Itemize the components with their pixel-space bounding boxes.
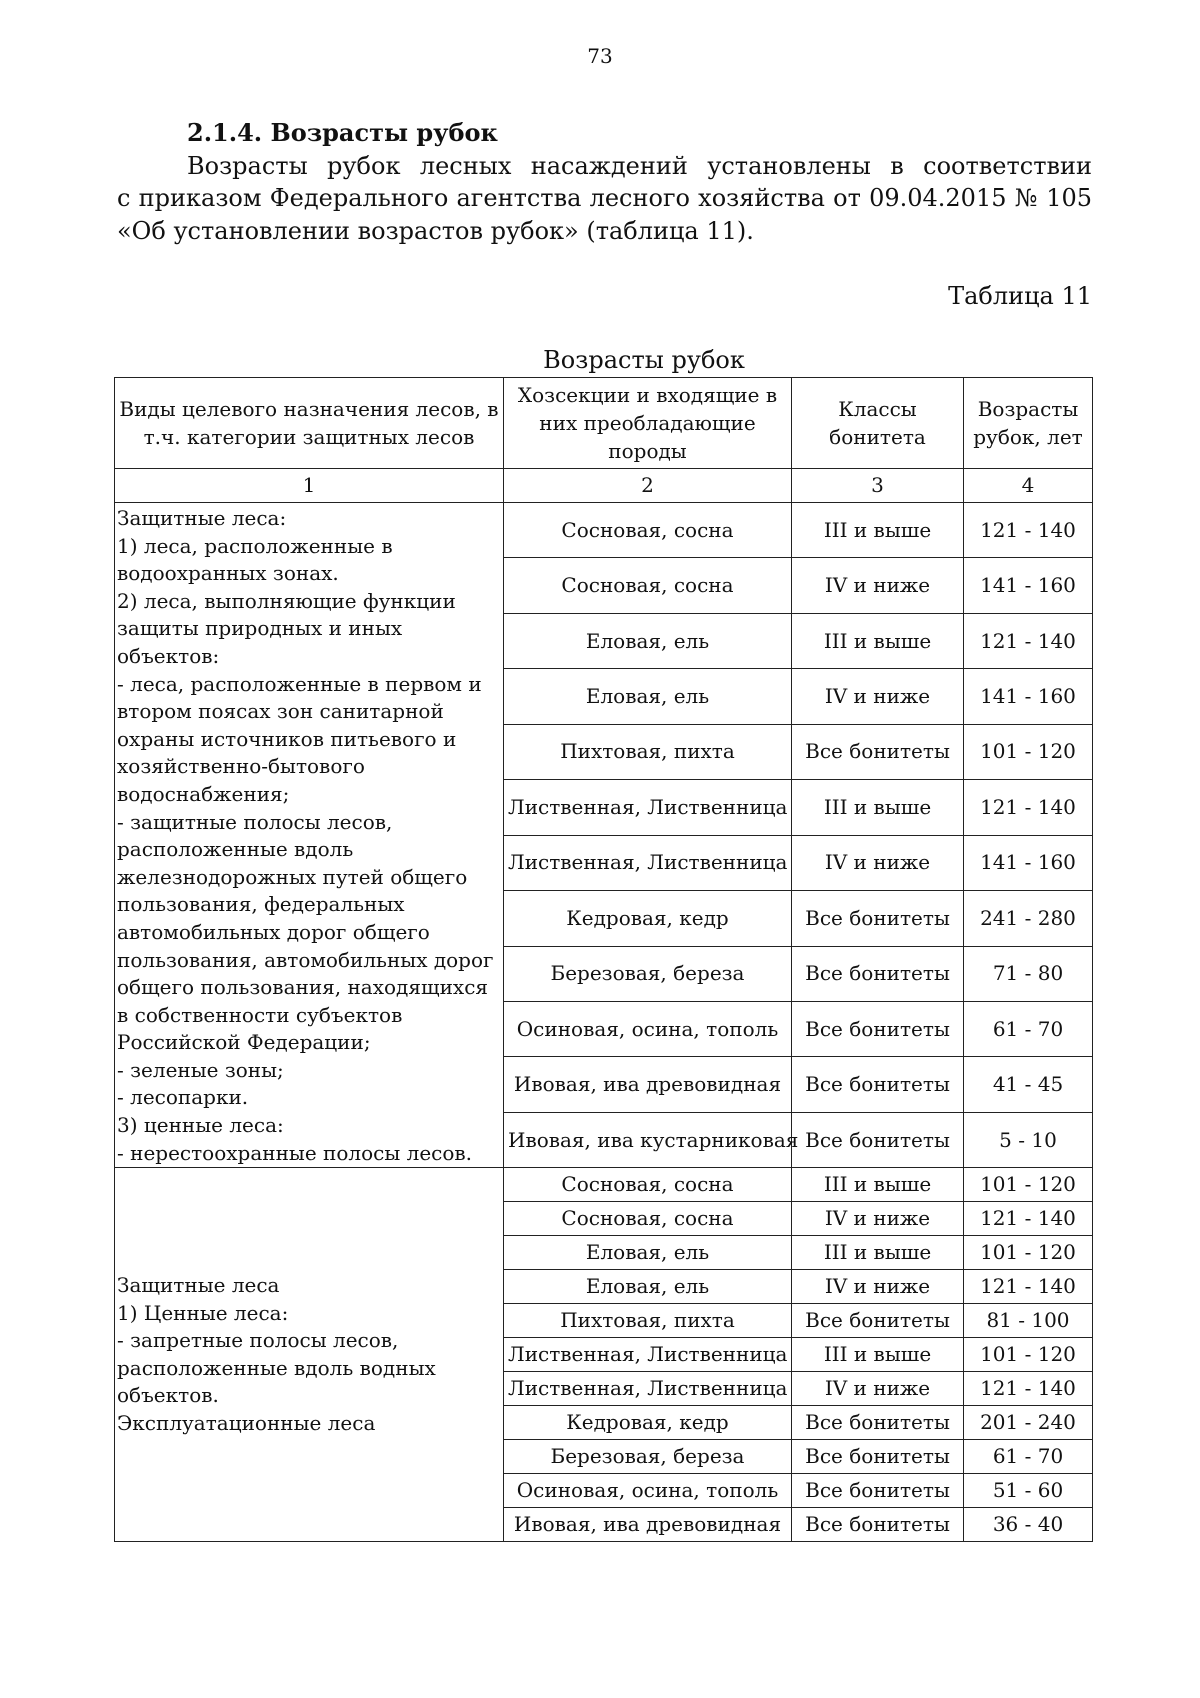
species-cell: Осиновая, осина, тополь bbox=[504, 1001, 792, 1056]
site-class-cell: Все бонитеты bbox=[792, 724, 964, 779]
cutting-age-cell: 121 - 140 bbox=[964, 1202, 1093, 1236]
cutting-age-cell: 101 - 120 bbox=[964, 724, 1093, 779]
species-cell: Пихтовая, пихта bbox=[504, 724, 792, 779]
cutting-age-cell: 81 - 100 bbox=[964, 1304, 1093, 1338]
site-class-cell: III и выше bbox=[792, 1236, 964, 1270]
species-cell: Березовая, береза bbox=[504, 1440, 792, 1474]
species-cell: Ивовая, ива древовидная bbox=[504, 1508, 792, 1542]
site-class-cell: IV и ниже bbox=[792, 1270, 964, 1304]
table-row bbox=[115, 503, 1093, 558]
site-class-cell: Все бонитеты bbox=[792, 946, 964, 1001]
cutting-age-cell: 101 - 120 bbox=[964, 1338, 1093, 1372]
species-cell: Ивовая, ива древовидная bbox=[504, 1057, 792, 1112]
species-cell: Сосновая, сосна bbox=[504, 503, 792, 558]
paragraph-line-3: «Об установлении возрастов рубок» (таблица 11). bbox=[117, 217, 754, 245]
column-number: 1 bbox=[115, 469, 504, 503]
species-cell: Еловая, ель bbox=[504, 1270, 792, 1304]
section-heading: 2.1.4. Возрасты рубок bbox=[187, 118, 498, 147]
species-cell: Еловая, ель bbox=[504, 669, 792, 724]
cutting-age-cell: 101 - 120 bbox=[964, 1236, 1093, 1270]
species-cell: Еловая, ель bbox=[504, 613, 792, 668]
header-forest-purpose: Виды целевого назначения лесов, в т.ч. категории защитных лесов bbox=[115, 378, 504, 469]
cutting-age-cell: 121 - 140 bbox=[964, 780, 1093, 835]
cutting-age-cell: 5 - 10 bbox=[964, 1112, 1093, 1167]
species-cell: Сосновая, сосна bbox=[504, 1168, 792, 1202]
header-site-class: Классы бонитета bbox=[792, 378, 964, 469]
site-class-cell: Все бонитеты bbox=[792, 1001, 964, 1056]
species-cell: Лиственная, Лиственница bbox=[504, 1372, 792, 1406]
column-number: 2 bbox=[504, 469, 792, 503]
site-class-cell: Все бонитеты bbox=[792, 1057, 964, 1112]
site-class-cell: III и выше bbox=[792, 613, 964, 668]
site-class-cell: III и выше bbox=[792, 780, 964, 835]
column-number: 4 bbox=[964, 469, 1093, 503]
cutting-age-cell: 101 - 120 bbox=[964, 1168, 1093, 1202]
species-cell: Березовая, береза bbox=[504, 946, 792, 1001]
species-cell: Лиственная, Лиственница bbox=[504, 780, 792, 835]
site-class-cell: III и выше bbox=[792, 1168, 964, 1202]
forest-purpose-group-1: Защитные леса: 1) леса, расположенные в водоохранных зонах. 2) леса, выполняющие функции защиты природных и иных объектов: - леса, расположенные в первом и втором поясах зон санитарной охраны источников питьевого и хозяйственно-бытового водоснабжения; - защитные полосы лесов, расположенные вдоль железнодорожных путей общего пользования, федеральных автомобильных дорог общего пользования, автомобильных дорог общего пользования, находящихся в собственности субъектов Российской Федерации; - зеленые зоны; - лесопарки. 3) ценные леса: - нерестоохранные полосы лесов. bbox=[115, 503, 504, 1168]
paragraph-line-1: Возрасты рубок лесных насаждений установлены в соответствии bbox=[187, 152, 1092, 180]
cutting-age-cell: 121 - 140 bbox=[964, 503, 1093, 558]
species-cell: Ивовая, ива кустарниковая bbox=[504, 1112, 792, 1167]
cutting-age-cell: 141 - 160 bbox=[964, 669, 1093, 724]
column-number-row bbox=[115, 469, 1093, 503]
paragraph-line-2: с приказом Федерального агентства лесного хозяйства от 09.04.2015 № 105 bbox=[117, 184, 1092, 212]
species-cell: Пихтовая, пихта bbox=[504, 1304, 792, 1338]
site-class-cell: Все бонитеты bbox=[792, 891, 964, 946]
table-header-row bbox=[115, 378, 1093, 469]
cutting-age-cell: 121 - 140 bbox=[964, 613, 1093, 668]
site-class-cell: Все бонитеты bbox=[792, 1112, 964, 1167]
species-cell: Лиственная, Лиственница bbox=[504, 1338, 792, 1372]
cutting-age-cell: 41 - 45 bbox=[964, 1057, 1093, 1112]
site-class-cell: III и выше bbox=[792, 1338, 964, 1372]
cutting-age-cell: 61 - 70 bbox=[964, 1440, 1093, 1474]
table-row bbox=[115, 1168, 1093, 1202]
forest-purpose-group-2: Защитные леса 1) Ценные леса: - запретные полосы лесов, расположенные вдоль водных объектов. Эксплуатационные леса bbox=[115, 1168, 504, 1542]
species-cell: Осиновая, осина, тополь bbox=[504, 1474, 792, 1508]
cutting-age-cell: 141 - 160 bbox=[964, 558, 1093, 613]
table-number-label: Таблица 11 bbox=[948, 282, 1092, 310]
site-class-cell: Все бонитеты bbox=[792, 1474, 964, 1508]
cutting-age-cell: 36 - 40 bbox=[964, 1508, 1093, 1542]
species-cell: Кедровая, кедр bbox=[504, 891, 792, 946]
species-cell: Сосновая, сосна bbox=[504, 1202, 792, 1236]
header-cutting-age: Возрасты рубок, лет bbox=[964, 378, 1093, 469]
site-class-cell: Все бонитеты bbox=[792, 1508, 964, 1542]
site-class-cell: IV и ниже bbox=[792, 835, 964, 890]
site-class-cell: Все бонитеты bbox=[792, 1406, 964, 1440]
cutting-age-cell: 121 - 140 bbox=[964, 1372, 1093, 1406]
species-cell: Еловая, ель bbox=[504, 1236, 792, 1270]
species-cell: Сосновая, сосна bbox=[504, 558, 792, 613]
site-class-cell: IV и ниже bbox=[792, 669, 964, 724]
site-class-cell: III и выше bbox=[792, 503, 964, 558]
cutting-age-cell: 51 - 60 bbox=[964, 1474, 1093, 1508]
species-cell: Кедровая, кедр bbox=[504, 1406, 792, 1440]
page-number: 73 bbox=[587, 44, 613, 68]
cutting-age-cell: 201 - 240 bbox=[964, 1406, 1093, 1440]
cutting-age-cell: 61 - 70 bbox=[964, 1001, 1093, 1056]
site-class-cell: IV и ниже bbox=[792, 1202, 964, 1236]
column-number: 3 bbox=[792, 469, 964, 503]
cutting-age-cell: 71 - 80 bbox=[964, 946, 1093, 1001]
cutting-age-table bbox=[114, 377, 1093, 1542]
site-class-cell: Все бонитеты bbox=[792, 1304, 964, 1338]
cutting-age-cell: 141 - 160 bbox=[964, 835, 1093, 890]
cutting-age-cell: 241 - 280 bbox=[964, 891, 1093, 946]
table-caption: Возрасты рубок bbox=[543, 346, 745, 374]
site-class-cell: IV и ниже bbox=[792, 1372, 964, 1406]
site-class-cell: IV и ниже bbox=[792, 558, 964, 613]
cutting-age-cell: 121 - 140 bbox=[964, 1270, 1093, 1304]
site-class-cell: Все бонитеты bbox=[792, 1440, 964, 1474]
header-species: Хозсекции и входящие в них преобладающие породы bbox=[504, 378, 792, 469]
species-cell: Лиственная, Лиственница bbox=[504, 835, 792, 890]
